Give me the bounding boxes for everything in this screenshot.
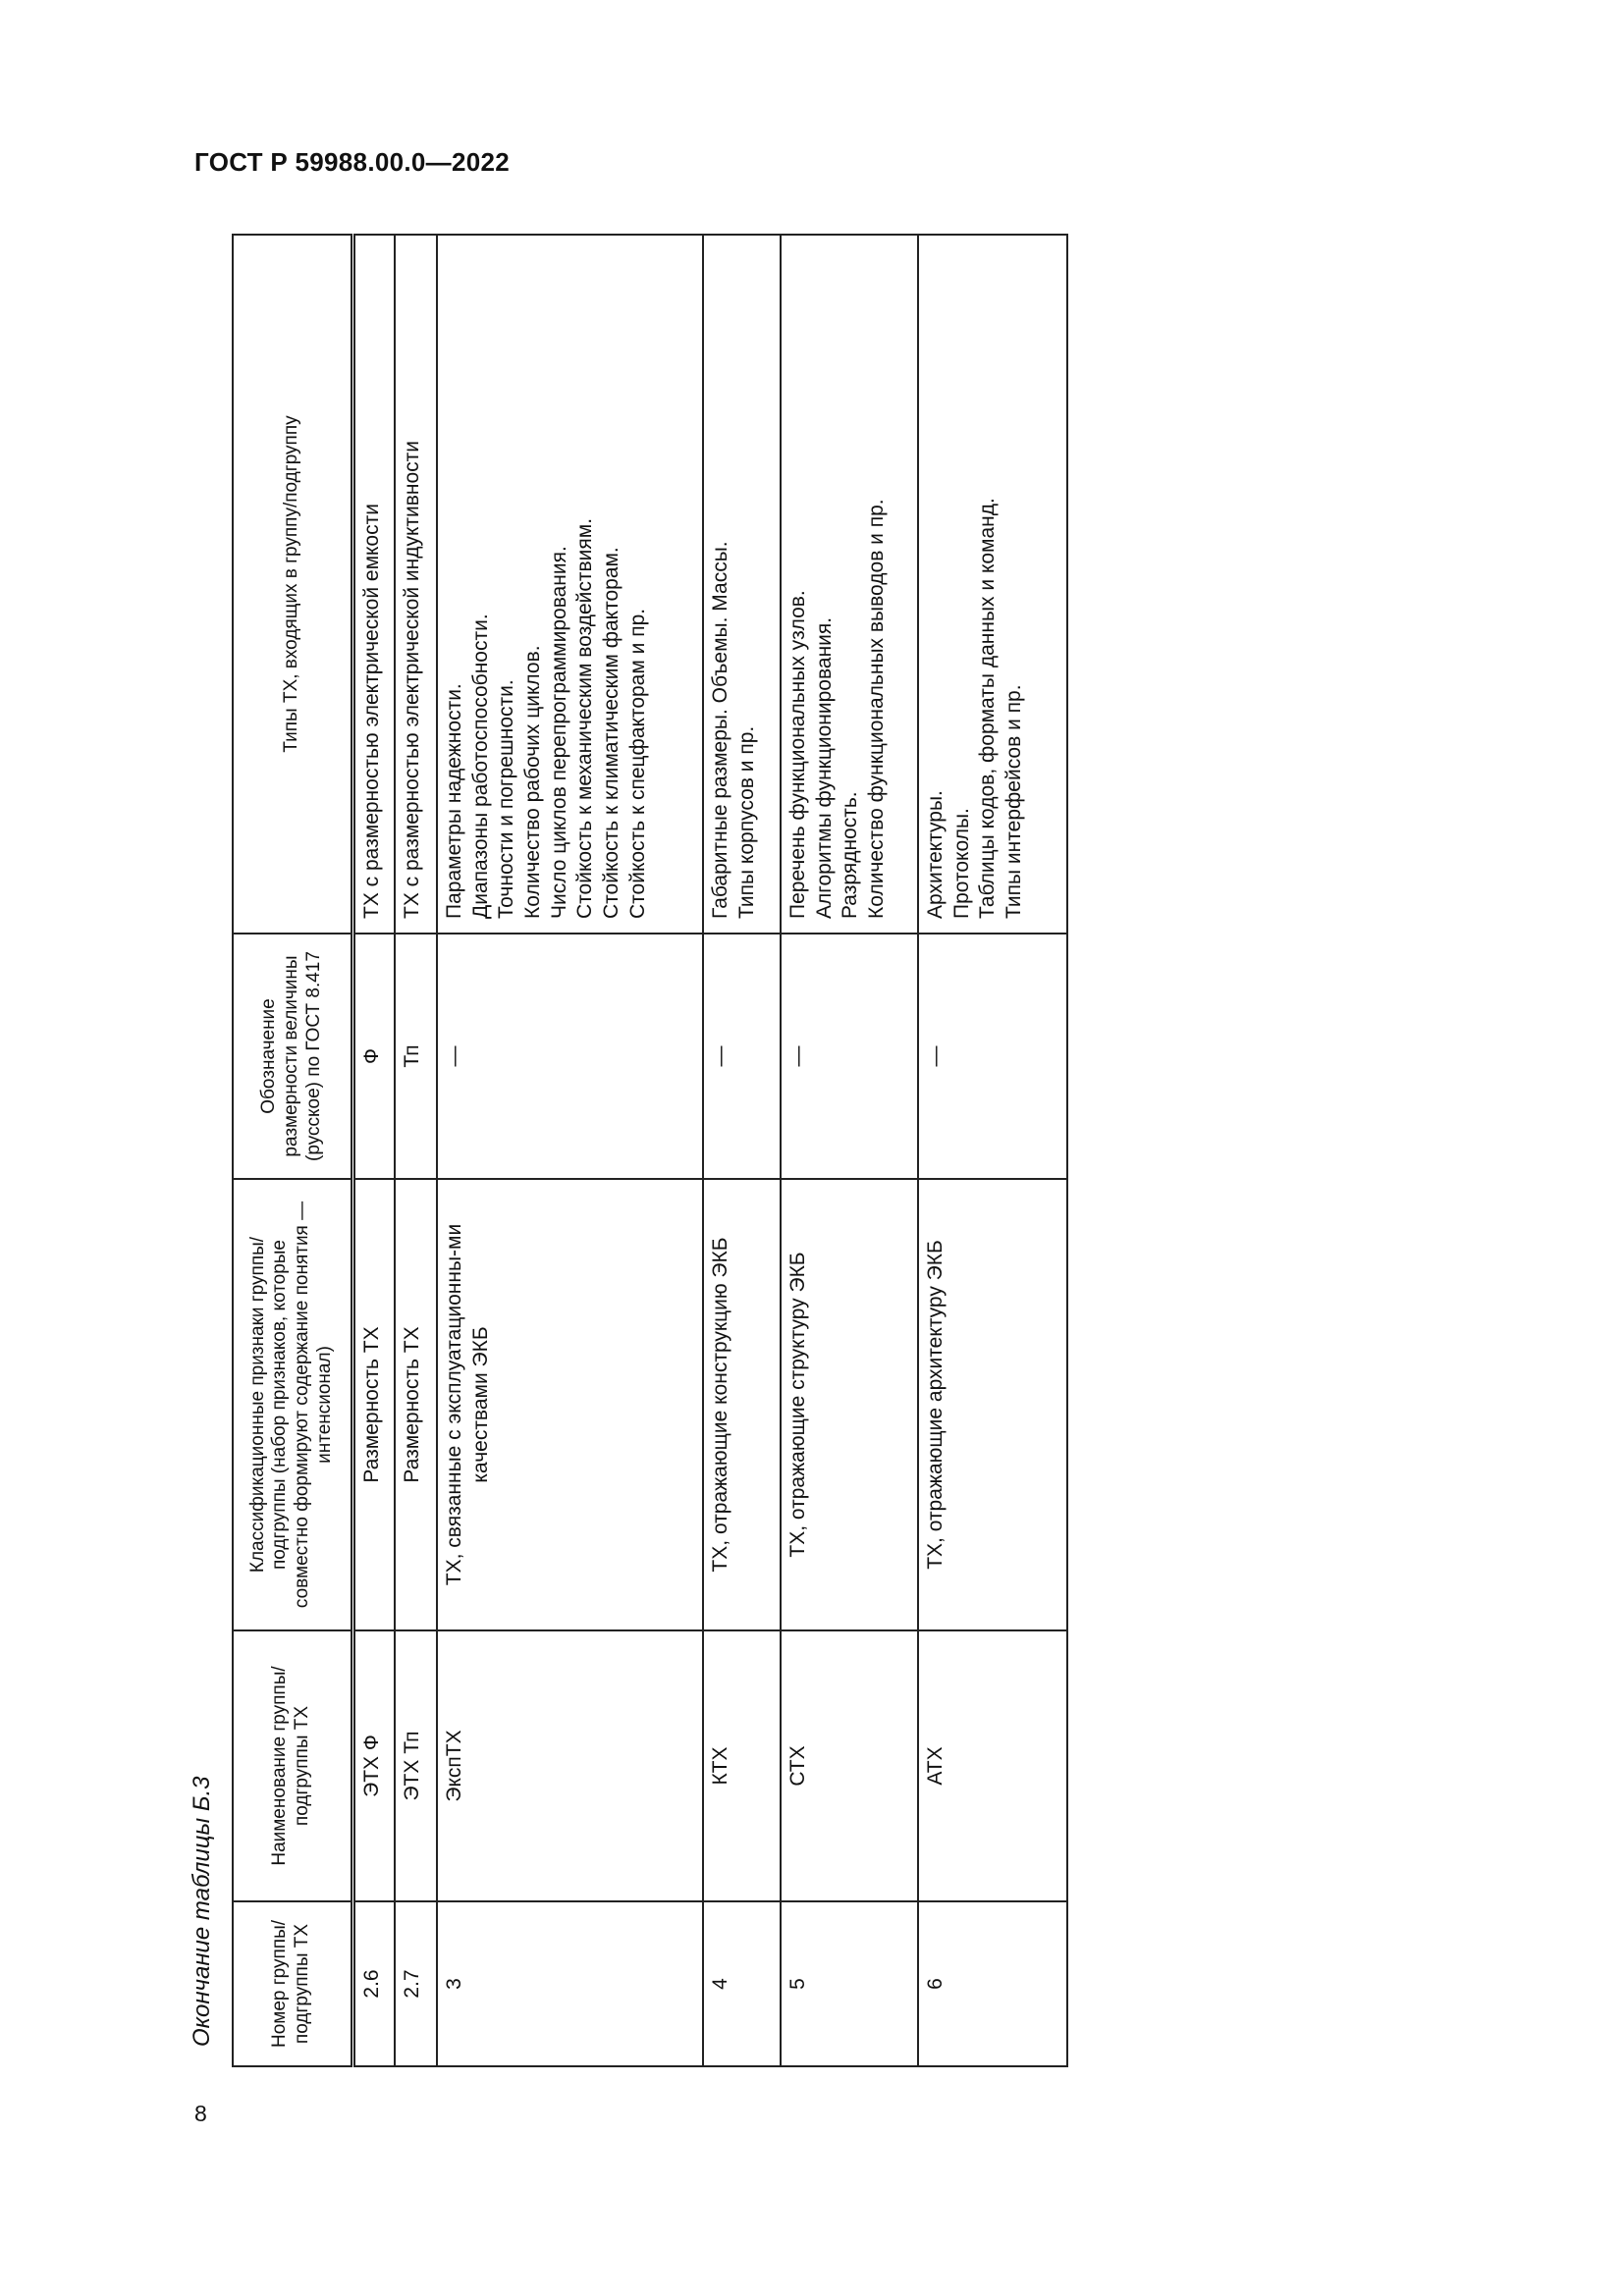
cell-designation: —	[703, 934, 781, 1179]
table-row	[781, 235, 918, 2066]
cell-name: ЭкспТХ	[437, 1630, 703, 1901]
table-row	[437, 235, 703, 2066]
table-header-row	[233, 235, 352, 2066]
page-number: 8	[194, 2101, 207, 2126]
type-item: Протоколы.	[949, 808, 973, 919]
type-item: Архитектуры.	[924, 790, 947, 919]
cell-number: 4	[703, 1901, 781, 2066]
type-item: Точности и погрешности.	[495, 679, 518, 919]
type-item: Параметры надежности.	[443, 683, 465, 919]
col-header-criteria: Классификационные признаки группы/ подгруппы (набор признаков, которые совместно формируют содержание понятия — интенсионал)	[233, 1179, 352, 1630]
classification-table	[232, 234, 1068, 2067]
cell-criteria: ТХ, отражающие архитектуру ЭКБ	[918, 1179, 1067, 1630]
type-item: Число циклов перепрограммирования.	[547, 546, 570, 919]
cell-designation: —	[918, 934, 1067, 1179]
cell-types	[437, 235, 703, 934]
cell-number: 6	[918, 1901, 1067, 2066]
col-header-number: Номер группы/ подгруппы ТХ	[233, 1901, 352, 2066]
cell-name: КТХ	[703, 1630, 781, 1901]
document-title: ГОСТ Р 59988.00.0—2022	[194, 147, 510, 177]
type-item: Количество рабочих циклов.	[520, 645, 544, 919]
cell-name: СТХ	[781, 1630, 918, 1901]
cell-criteria: ТХ, отражающие конструкцию ЭКБ	[703, 1179, 781, 1630]
cell-number: 2.6	[352, 1901, 395, 2066]
col-header-types: Типы ТХ, входящих в группу/подгруппу	[233, 235, 352, 934]
cell-types	[781, 235, 918, 934]
type-item: ТХ с размерностью электрической индуктивности	[401, 440, 423, 919]
type-item: Габаритные размеры. Объемы. Массы.	[709, 541, 731, 919]
table-caption: Окончание таблицы Б.3	[189, 1776, 215, 2047]
type-item: Типы интерфейсов и пр.	[1001, 684, 1025, 919]
cell-criteria: ТХ, связанные с эксплуатационны-ми качествами ЭКБ	[437, 1179, 703, 1630]
type-item: Стойкость к климатическим факторам.	[599, 547, 623, 919]
type-item: Типы корпусов и пр.	[734, 725, 758, 919]
table-row	[395, 235, 437, 2066]
type-item: Диапазоны работоспособности.	[468, 614, 492, 919]
type-item: Таблицы кодов, форматы данных и команд.	[976, 498, 1000, 919]
cell-designation: Ф	[352, 934, 395, 1179]
cell-types	[703, 235, 781, 934]
cell-designation: Тп	[395, 934, 437, 1179]
type-item: Перечень функциональных узлов.	[786, 590, 809, 919]
cell-designation: —	[437, 934, 703, 1179]
type-item: Стойкость к механическим воздействиям.	[573, 517, 597, 919]
cell-number: 3	[437, 1901, 703, 2066]
cell-number: 2.7	[395, 1901, 437, 2066]
cell-designation: —	[781, 934, 918, 1179]
cell-criteria: Размерность ТХ	[395, 1179, 437, 1630]
table-row	[352, 235, 395, 2066]
cell-name: ЭТХ Ф	[352, 1630, 395, 1901]
col-header-designation: Обозначение размерности величины (русское) по ГОСТ 8.417	[233, 934, 352, 1179]
type-item: ТХ с размерностью электрической емкости	[359, 504, 383, 919]
col-header-name: Наименование группы/ подгруппы ТХ	[233, 1630, 352, 1901]
cell-types	[918, 235, 1067, 934]
cell-criteria: Размерность ТХ	[352, 1179, 395, 1630]
table-row	[703, 235, 781, 2066]
table-container	[232, 236, 1066, 2067]
cell-types	[352, 235, 395, 934]
cell-types	[395, 235, 437, 934]
type-item: Алгоритмы функционирования.	[812, 616, 836, 919]
type-item: Количество функциональных выводов и пр.	[864, 499, 888, 919]
cell-name: АТХ	[918, 1630, 1067, 1901]
type-item: Стойкость к спецфакторам и пр.	[625, 608, 649, 919]
table-row	[918, 235, 1067, 2066]
cell-criteria: ТХ, отражающие структуру ЭКБ	[781, 1179, 918, 1630]
type-item: Разрядность.	[839, 791, 862, 919]
cell-name: ЭТХ Тп	[395, 1630, 437, 1901]
cell-number: 5	[781, 1901, 918, 2066]
